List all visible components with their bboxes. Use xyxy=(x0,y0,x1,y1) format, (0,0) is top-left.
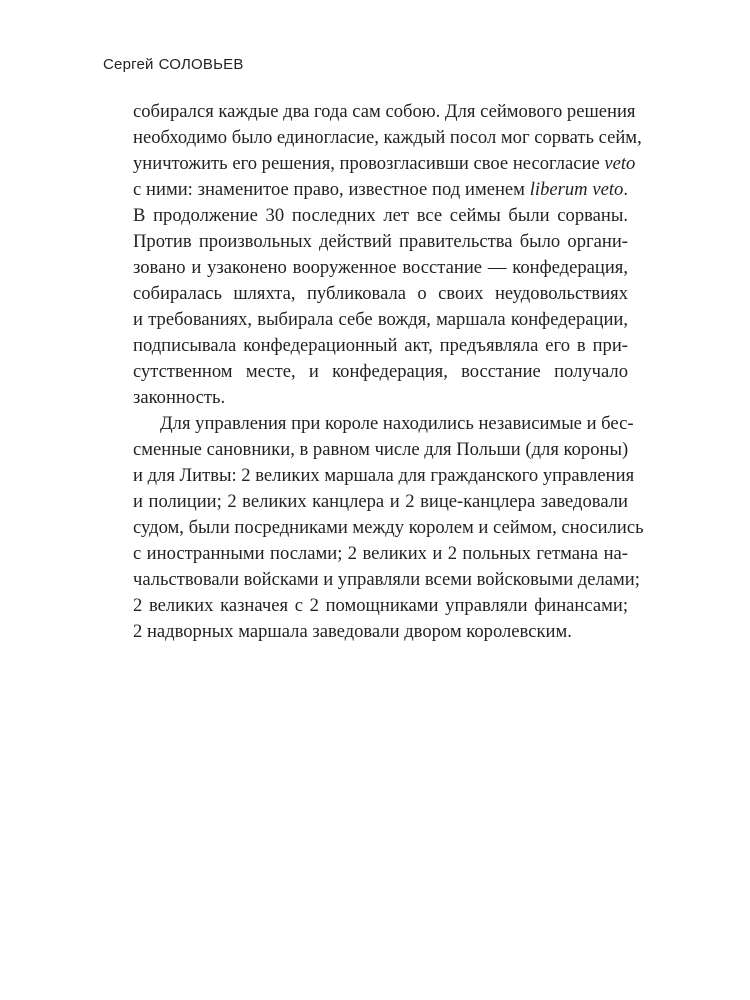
text-line: собирался каждые два года сам собою. Для сеймового решения xyxy=(133,101,636,122)
text-line: зовано и узаконено вооруженное восстание — конфедерация, xyxy=(133,257,628,278)
text-line: собиралась шляхта, публиковала о своих неудовольствиях xyxy=(133,283,628,304)
text-line: 2 надворных маршала заведовали двором королевским. xyxy=(133,621,572,642)
italic-term: veto xyxy=(604,153,636,174)
text-line: сменные сановники, в равном числе для Польши (для короны) xyxy=(133,439,629,460)
text-line: Для управления при короле находились независимые и бес- xyxy=(160,413,634,434)
text-line: В продолжение 30 последних лет все сеймы были сорваны. xyxy=(133,205,628,226)
text-line: сутственном месте, и конфедерация, восстание получало xyxy=(133,361,628,382)
author-last-name: СОЛОВЬЕВ xyxy=(158,56,244,73)
text-line: судом, были посредниками между королем и сеймом, сносились xyxy=(133,517,644,538)
text-line: с ними: знаменитое право, известное под именем liberum veto. xyxy=(133,179,628,200)
text-line: с иностранными послами; 2 великих и 2 польных гетмана на- xyxy=(133,543,628,564)
text-line: законность. xyxy=(133,387,226,408)
body-text xyxy=(133,99,644,645)
text-line: необходимо было единогласие, каждый посол мог сорвать сейм, xyxy=(133,127,642,148)
text-line: и для Литвы: 2 великих маршала для гражданского управления xyxy=(133,465,635,486)
author-first-name: Сергей xyxy=(103,56,154,73)
text-line: уничтожить его решения, провозгласивши свое несогласие veto xyxy=(133,153,636,174)
text-line: Против произвольных действий правительства было органи- xyxy=(133,231,628,252)
text-line: чальствовали войсками и управляли всеми войсковыми делами; xyxy=(133,569,640,590)
text-line: 2 великих казначея с 2 помощниками управляли финансами; xyxy=(133,595,628,616)
text-line: и полиции; 2 великих канцлера и 2 вице-канцлера заведовали xyxy=(133,491,628,512)
text-line: подписывала конфедерационный акт, предъявляла его в при- xyxy=(133,335,628,356)
running-head xyxy=(103,56,244,73)
italic-term: liberum veto xyxy=(529,179,624,200)
text-line: и требованиях, выбирала себе вождя, маршала конфедерации, xyxy=(133,309,628,330)
